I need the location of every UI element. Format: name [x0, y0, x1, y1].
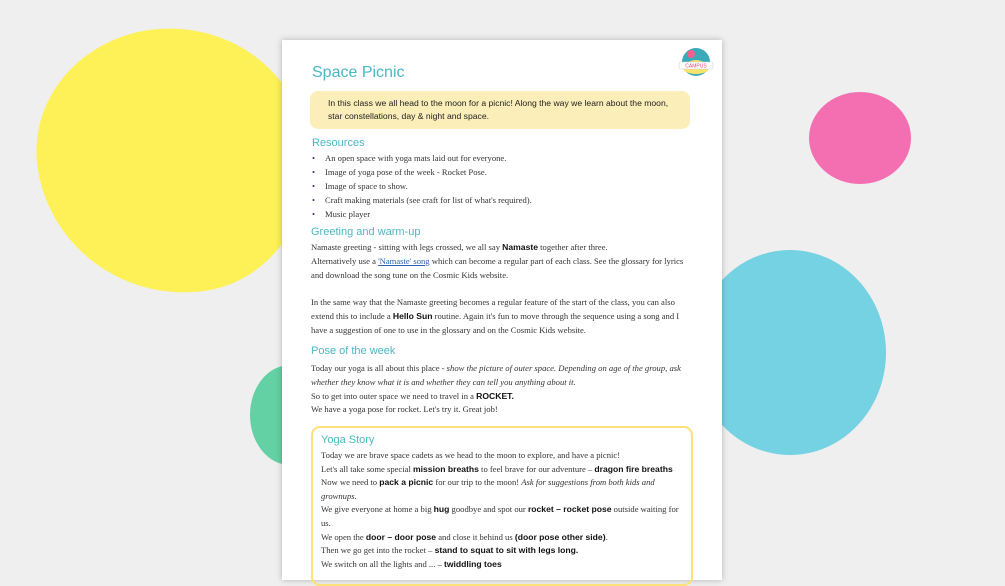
yellow-blob [21, 11, 325, 312]
bold-text: ROCKET. [476, 390, 514, 401]
story-line: Let's all take some special mission breaths to feel brave for our adventure – dragon fire breaths [321, 463, 673, 474]
logo-text: CAMPUS [685, 63, 707, 70]
bold-text: Namaste [502, 242, 538, 252]
story-line: We switch on all the lights and ... – twiddling toes [321, 558, 502, 569]
bold-text: Hello Sun [392, 310, 433, 321]
resources-heading: Resources [312, 137, 365, 149]
text: So to get into outer space we need to travel in a [311, 390, 477, 401]
greeting-text [311, 241, 693, 338]
campus-logo-icon [676, 45, 716, 79]
text: which can become a regular part of each class. See the glossary for lyrics and download the song tune on the Cosmic Kids website. [311, 255, 684, 280]
yoga-story-box [311, 426, 693, 586]
list-item: • Craft making materials (see craft for list of what's required). [311, 193, 693, 207]
text: In the same way that the Namaste greeting becomes a regular feature of the start of the class, you can also extend this to include a [311, 297, 675, 321]
resources-list [311, 151, 693, 221]
story-line: Then we go get into the rocket – stand to squat to sit with legs long. [321, 545, 579, 556]
text: We have a yoga pose for rocket. Let's try it. Great job! [311, 404, 498, 415]
pose-text [311, 362, 693, 417]
text: routine. Again it's fun to move through the sequence using a song and I have a suggestion of one to use in the glossary and on the Cosmic Kids website. [311, 310, 680, 335]
page-title: Space Picnic [312, 64, 405, 81]
list-item: • Music player [311, 207, 693, 221]
story-heading: Yoga Story [321, 434, 375, 446]
list-item: • An open space with yoga mats laid out for everyone. [311, 151, 693, 165]
text: Today our yoga is all about this place - [311, 363, 447, 373]
list-item: • Image of yoga pose of the week - Rocket Pose. [311, 165, 693, 179]
greeting-heading: Greeting and warm-up [311, 226, 421, 238]
italic-text: show the picture of outer space. Depending on age of the group, ask whether they know what it is and whether they can tell you anything about it. [311, 363, 681, 387]
story-line: Now we need to pack a picnic for our trip to the moon! Ask for suggestions from both kids and grownups. [321, 477, 655, 501]
document-page [282, 40, 722, 580]
story-line: We give everyone at home a big hug goodbye and spot our rocket – rocket pose outside waiting for us. [321, 504, 679, 528]
pink-blob [809, 92, 911, 184]
namaste-song-link[interactable]: 'Namaste' song [378, 255, 430, 266]
list-item: • Image of space to show. [311, 179, 693, 193]
intro-box: In this class we all head to the moon for a picnic! Along the way we learn about the moon, star constellations, day & night and space. [310, 91, 690, 129]
story-line: Today we are brave space cadets as we head to the moon to explore, and have a picnic! [321, 450, 621, 460]
story-line: We open the door – door pose and close it behind us (door pose other side). [321, 531, 608, 542]
blue-blob [694, 250, 886, 455]
text: together after three. [538, 242, 608, 252]
text: Alternatively use a [311, 255, 379, 266]
pose-heading: Pose of the week [311, 345, 396, 357]
text: Namaste greeting - sitting with legs crossed, we all say [311, 242, 503, 252]
